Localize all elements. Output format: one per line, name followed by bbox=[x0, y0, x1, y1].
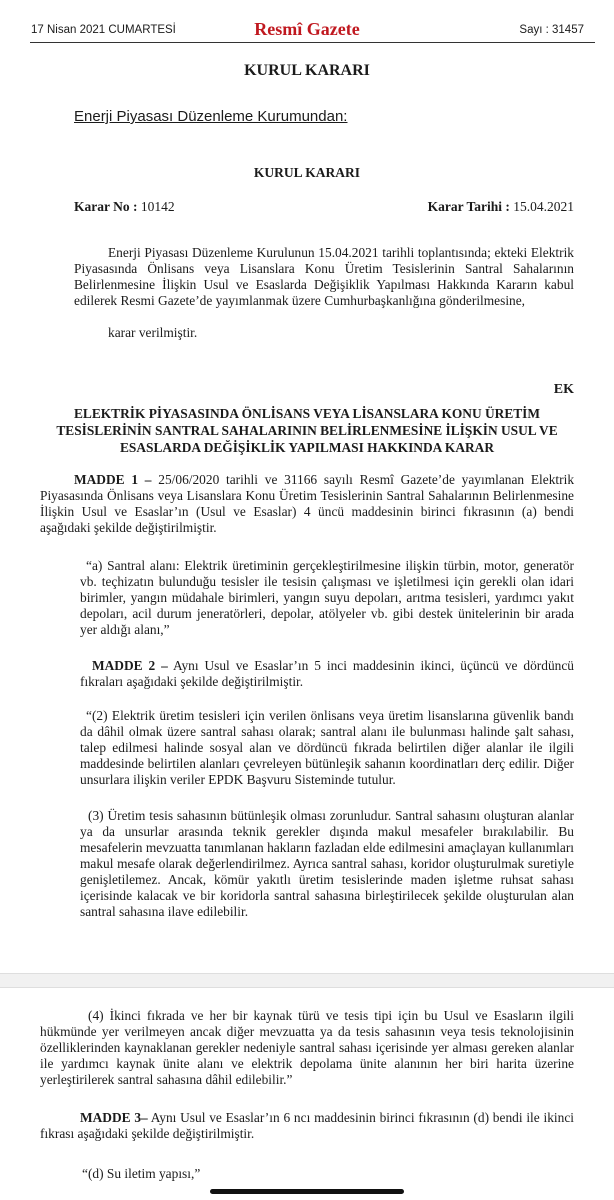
article-3-quote: “(d) Su iletim yapısı,” bbox=[82, 1166, 201, 1181]
decision-number-value: 10142 bbox=[140, 199, 175, 214]
article-3-label: MADDE 3– bbox=[80, 1110, 148, 1125]
article-2-paragraph-3-text: (3) Üretim tesis sahasının bütünleşik olması zorunludur. Santral sahasını oluşturan alanlar ya da unsurlar arasında teknik gerekler dışında makul mesafeler bırakılabilir. Bu mesafelerin mevzuatta tanımlanan hakların fazladan elde edilmesini amaçlayan kullanımları makul mesafe olarak değerlendirilmez. Ayrıca santral sahası, koridor oluşturulmak suretiyle genişletilemez. Ancak, kömür yakıtlı üretim tesislerinde maden işletme ruhsat sahası içerisinde kalacak ve bir koridorla santral sahasına birleştirilecek şekilde oluşturulan alan santral sahasına ilave edilebilir. bbox=[80, 808, 574, 919]
decision-body bbox=[74, 245, 574, 309]
gazette-title: Resmî Gazete bbox=[254, 19, 360, 39]
article-1 bbox=[40, 472, 574, 536]
annex-title-line: TESİSLERİNİN SANTRAL SAHALARININ BELİRLENMESİNE İLİŞKİN USUL VE bbox=[56, 423, 558, 438]
decision-heading: KURUL KARARI bbox=[253, 165, 361, 180]
header-divider bbox=[30, 42, 595, 43]
article-2-paragraph-4 bbox=[40, 1008, 574, 1088]
decision-number-label: Karar No : bbox=[74, 199, 138, 214]
gazette-page-2 bbox=[0, 988, 614, 1200]
article-2-label: MADDE 2 – bbox=[92, 658, 168, 673]
issue-number: Sayı : 31457 bbox=[519, 24, 584, 36]
article-2 bbox=[80, 658, 574, 690]
article-3-text: Aynı Usul ve Esaslar’ın 6 ncı maddesinin birinci fıkrasının (d) bendi ile ikinci fıkrası aşağıdaki şekilde değiştirilmiştir. bbox=[40, 1110, 574, 1141]
decision-date-label: Karar Tarihi : bbox=[427, 199, 510, 214]
annex-title-line: ESASLARDA DEĞİŞİKLİK YAPILMASI HAKKINDA KARAR bbox=[119, 440, 495, 455]
article-3 bbox=[40, 1110, 574, 1142]
decision-date-value: 15.04.2021 bbox=[513, 199, 574, 214]
section-title: KURUL KARARI bbox=[244, 62, 370, 79]
issue-date: 17 Nisan 2021 CUMARTESİ bbox=[31, 24, 176, 36]
article-2-paragraph-2-text: “(2) Elektrik üretim tesisleri için verilen önlisans veya üretim lisanslarına güvenlik bandı da dâhil olmak üzere santral sahası olarak; santral alanı ile bulunması halinde şalt sahası, talep edilmesi halinde sosyal alan ve dördüncü fıkrada belirtilen diğer alanlar ile ilgili maddesinde belirtilen alanları çevreleyen bütünleşik sahanın koordinatları derç edilir. Diğer unsurlara ilişkin veriler EPDK Başvuru Sisteminde tutulur. bbox=[80, 708, 574, 787]
article-2-paragraph-2 bbox=[80, 708, 574, 788]
article-1-text: 25/06/2020 tarihli ve 31166 sayılı Resmî Gazete’de yayımlanan Elektrik Piyasasında Önlisans veya Lisanslara Konu Üretim Tesislerinin Santral Sahalarının Belirlenmesine İlişkin Usul ve Esaslar’ın (Usul ve Esaslar) 4 üncü maddesinin birinci fıkrasının (a) bendi aşağıdaki şekilde değiştirilmiştir. bbox=[40, 472, 575, 535]
annex-title bbox=[0, 405, 614, 456]
article-2-text: Aynı Usul ve Esaslar’ın 5 inci maddesinin ikinci, üçüncü ve dördüncü fıkraları aşağıdaki şekilde değiştirilmiştir. bbox=[80, 658, 574, 689]
article-2-paragraph-3 bbox=[80, 808, 574, 920]
decision-text: Enerji Piyasası Düzenleme Kurulunun 15.04.2021 tarihli toplantısında; ekteki Elektrik Piyasasında Önlisans veya Lisanslara Konu Üretim Tesislerinin Santral Sahalarının Belirlenmesine İlişkin Usul ve Esaslarda Değişiklik Yapılması Hakkında Kararın kabul edilerek Resmi Gazete’de yayımlanmak üzere Cumhurbaşkanlığına gönderilmesine, bbox=[74, 245, 574, 308]
page-separator bbox=[0, 973, 614, 988]
annex-title-line: ELEKTRİK PİYASASINDA ÖNLİSANS VEYA LİSANSLARA KONU ÜRETİM bbox=[73, 406, 541, 421]
annex-label: EK bbox=[553, 382, 574, 397]
home-indicator[interactable] bbox=[210, 1189, 404, 1194]
article-2-paragraph-4-text: (4) İkinci fıkrada ve her bir kaynak türü ve tesis tipi için bu Usul ve Esasların ilgili hükmünde yer verilmeyen ancak diğer mevzuatta ya da tesis sahasının veya tesis teknolojisinin özelliklerinden kaynaklanan gerekler nedeniyle santral sahası içerisinde yer alması gereken alanlar ile yardımcı kaynak ünite alanı ve elektrik depolama ünite alanının her biri harita üzerine yerleştirilerek santral sahasına dâhil edilebilir.” bbox=[40, 1008, 574, 1087]
decision-result: karar verilmiştir. bbox=[108, 325, 198, 340]
article-1-quote-text: “a) Santral alanı: Elektrik üretiminin gerçekleştirilmesine ilişkin türbin, motor, generatör vb. teçhizatın bulunduğu tesisler ile tesisin çalışması ve işletilmesi için gerekli olan idari birimler, yangın müdahale birimleri, yangın suyu depoları, arıtma tesisleri, yardımcı yakıt depoları, acil durum jeneratörleri, depolar, atölyeler vb. gibi destek ünitelerinin bir arada yer aldığı alanı,” bbox=[80, 558, 574, 637]
decision-number bbox=[74, 199, 175, 215]
article-1-label: MADDE 1 – bbox=[74, 472, 152, 487]
article-1-quote bbox=[80, 558, 574, 638]
institution-name: Enerji Piyasası Düzenleme Kurumundan: bbox=[74, 108, 348, 125]
decision-date bbox=[428, 199, 574, 215]
gazette-header bbox=[0, 0, 614, 42]
